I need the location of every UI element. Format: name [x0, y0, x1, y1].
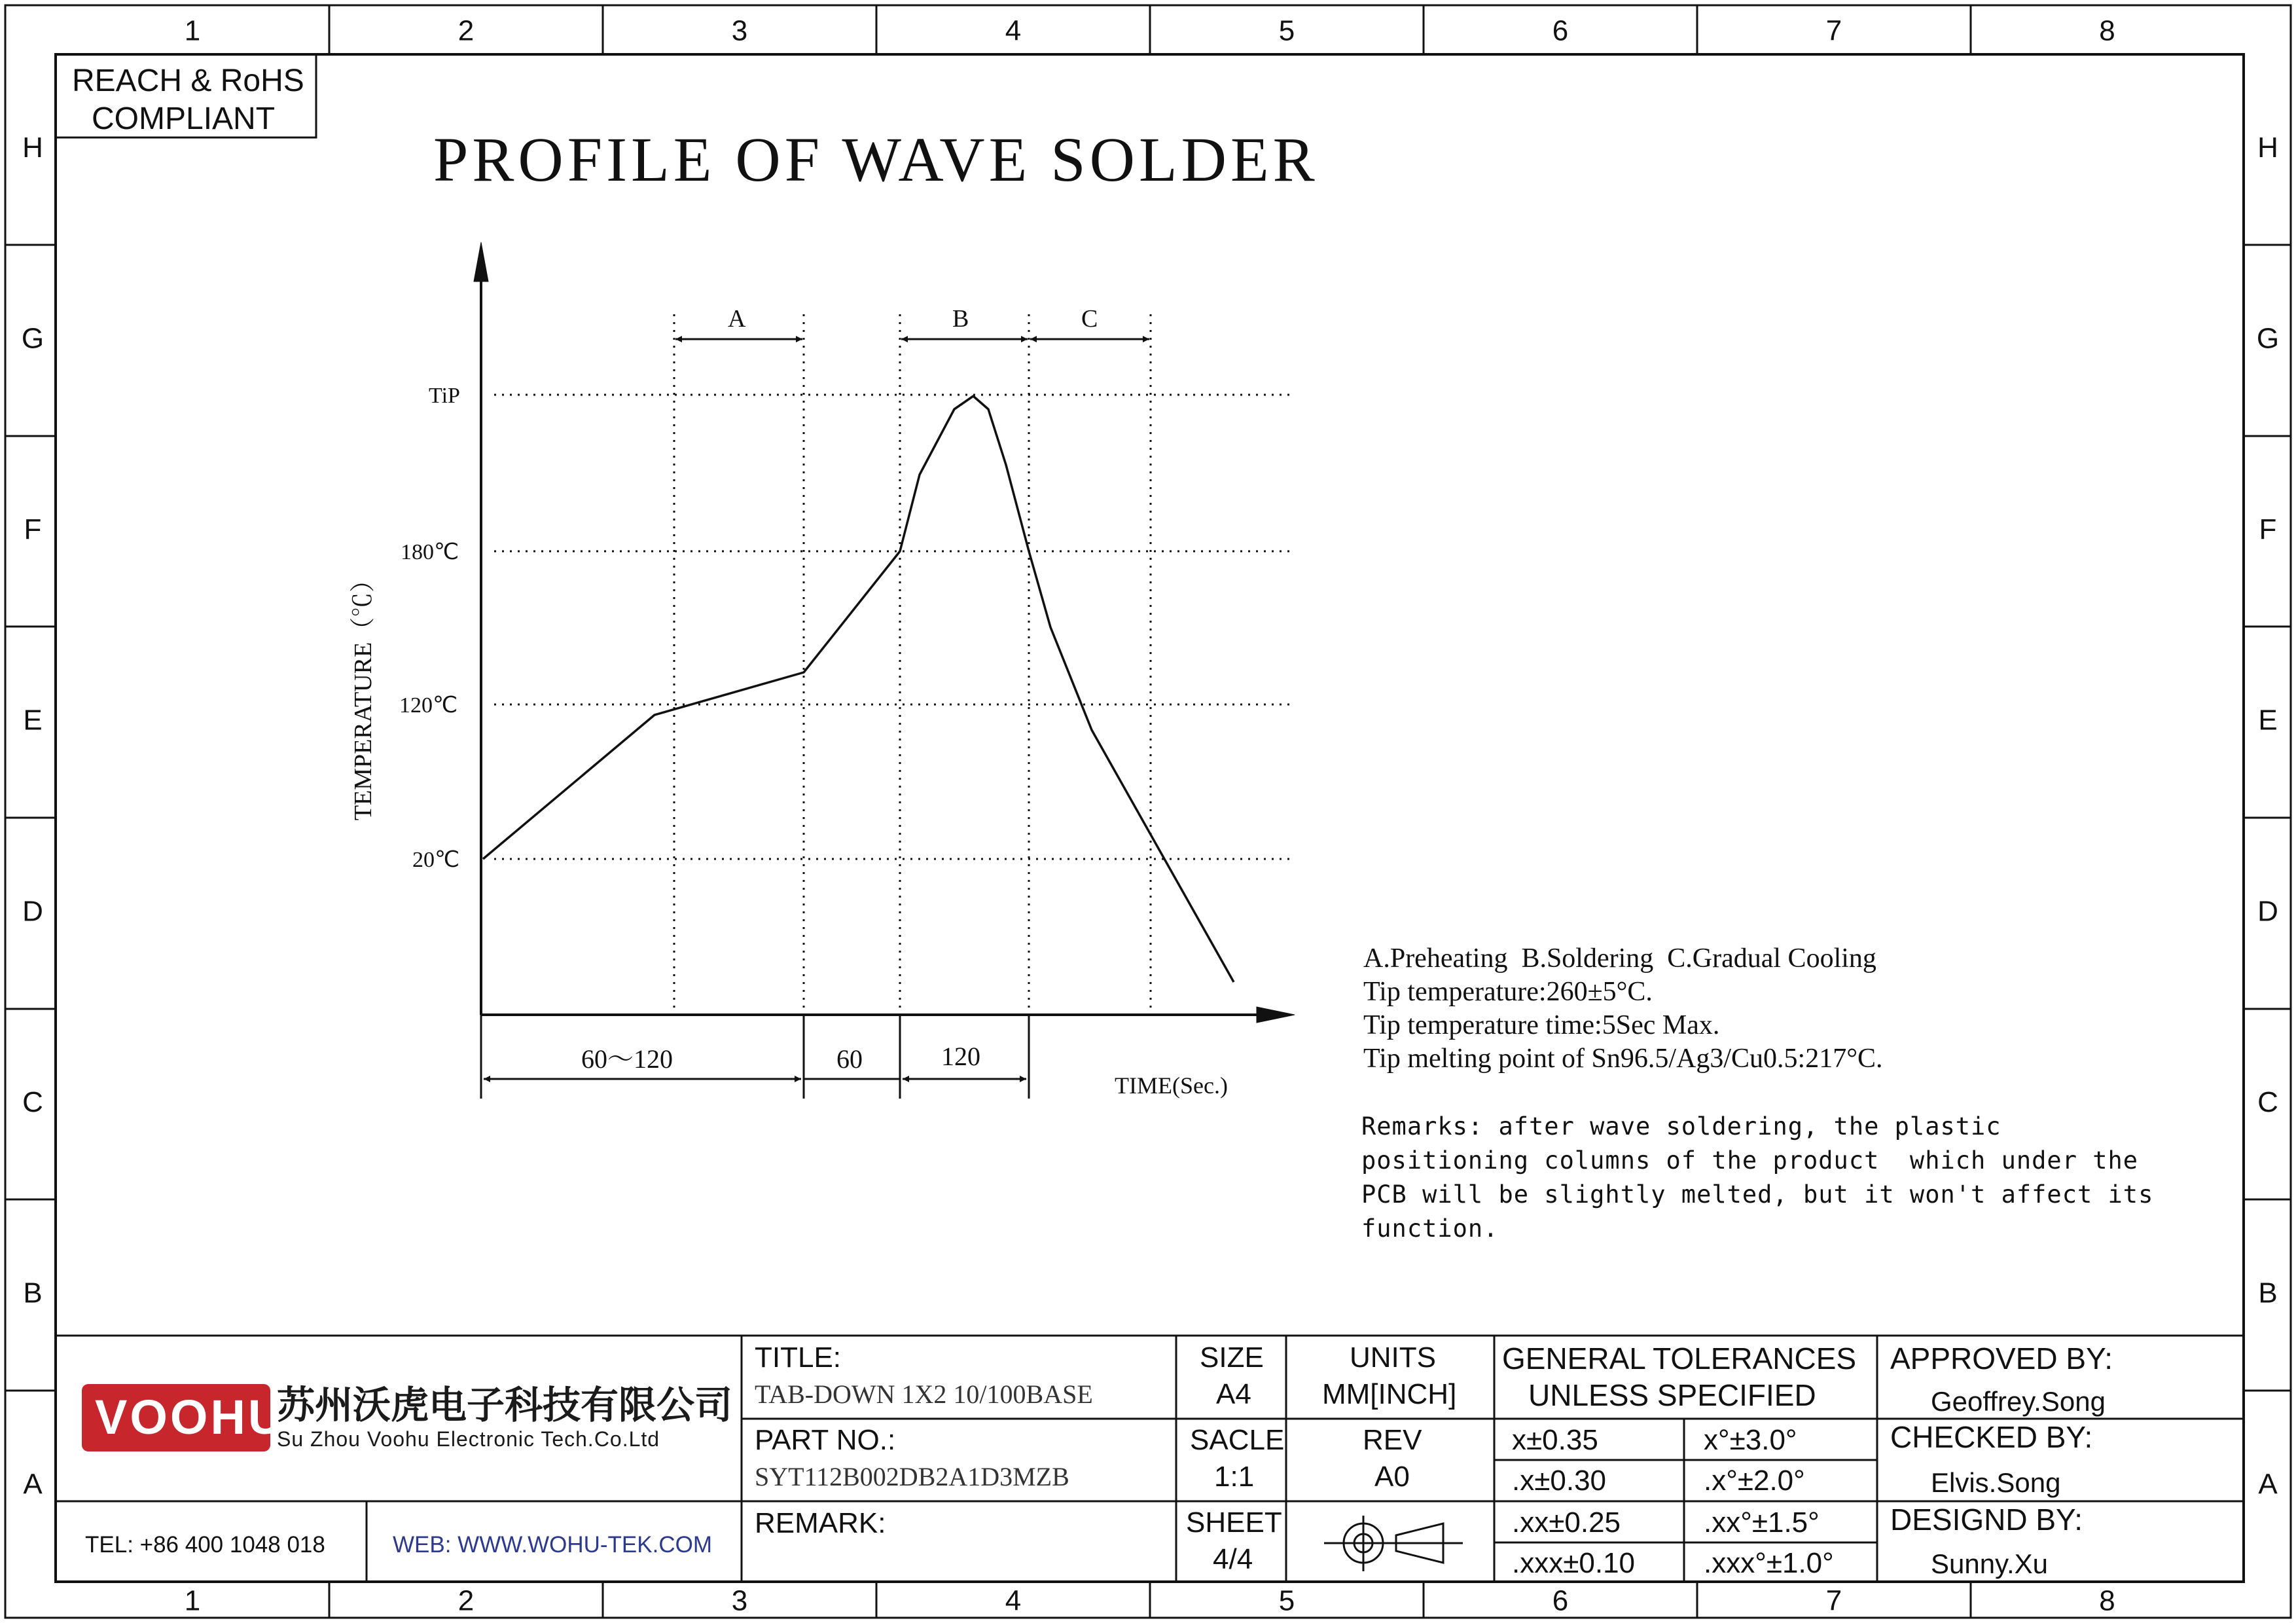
size-value: A4 [1216, 1378, 1251, 1410]
grid-row-right-F: F [2259, 513, 2277, 546]
part-no-label: PART NO.: [755, 1424, 896, 1456]
tolerance-angle-1: .x°±2.0° [1704, 1465, 1805, 1497]
company-logo-text: VOOHU [95, 1390, 286, 1444]
grid-row-left-D: D [22, 895, 43, 928]
designed-label: DESIGND BY: [1890, 1503, 2083, 1537]
grid-col-bottom-3: 3 [731, 1584, 748, 1617]
note-line-2: Tip temperature:260±5°C. [1363, 977, 1653, 1007]
tolerance-title-2: UNLESS SPECIFIED [1528, 1378, 1816, 1412]
sheet-label: SHEET [1186, 1506, 1282, 1539]
checked-value: Elvis.Song [1931, 1467, 2061, 1498]
grid-col-bottom-1: 1 [184, 1584, 201, 1617]
grid-col-bottom-4: 4 [1005, 1584, 1022, 1617]
compliance-line-2: COMPLIANT [92, 101, 276, 136]
tolerance-linear-0: x±0.35 [1512, 1424, 1598, 1456]
tolerance-linear-1: .x±0.30 [1512, 1465, 1607, 1497]
drawing-title: PROFILE OF WAVE SOLDER [433, 124, 1319, 194]
grid-row-left-C: C [22, 1086, 43, 1119]
rev-label: REV [1363, 1424, 1422, 1456]
tolerance-angle-2: .xx°±1.5° [1704, 1506, 1820, 1539]
grid-col-top-5: 5 [1278, 14, 1295, 47]
grid-col-top-3: 3 [731, 14, 748, 47]
tolerance-linear-2: .xx±0.25 [1512, 1506, 1621, 1539]
grid-row-left-G: G [21, 322, 45, 355]
grid-row-left-H: H [22, 132, 43, 164]
tolerance-linear-3: .xxx±0.10 [1512, 1547, 1636, 1579]
grid-col-bottom-2: 2 [457, 1584, 475, 1617]
duration-60-120: 60～120 [581, 1044, 673, 1074]
tick-180: 180℃ [401, 540, 459, 564]
phase-label-a: A [728, 305, 746, 333]
x-axis-arrow [1257, 1007, 1295, 1023]
size-label: SIZE [1200, 1341, 1264, 1374]
approved-label: APPROVED BY: [1890, 1341, 2113, 1376]
grid-col-bottom-8: 8 [2099, 1584, 2115, 1617]
projection-symbol-icon [1324, 1516, 1463, 1571]
y-axis-label: TEMPERATURE（℃） [350, 567, 377, 821]
tolerance-angle-3: .xxx°±1.0° [1704, 1547, 1834, 1579]
sheet-border [5, 5, 2291, 1618]
phase-label-c: C [1081, 305, 1098, 333]
remark-line-1: Remarks: after wave soldering, the plastic [1361, 1112, 2001, 1140]
grid-row-right-E: E [2258, 704, 2278, 737]
note-line-3: Tip temperature time:5Sec Max. [1363, 1010, 1720, 1040]
grid-row-right-B: B [2258, 1277, 2278, 1309]
remark-line-3: PCB will be slightly melted, but it won't affect its [1361, 1180, 2154, 1209]
compliance-line-1: REACH & RoHS [72, 64, 304, 98]
grid-row-left-A: A [23, 1468, 43, 1501]
profile-curve [483, 396, 1234, 982]
tolerance-angle-0: x°±3.0° [1704, 1424, 1797, 1456]
grid-col-bottom-5: 5 [1278, 1584, 1295, 1617]
y-axis-arrow [474, 242, 488, 282]
company-web[interactable]: WEB: WWW.WOHU-TEK.COM [393, 1532, 712, 1558]
scale-value: 1:1 [1214, 1461, 1255, 1493]
note-line-4: Tip melting point of Sn96.5/Ag3/Cu0.5:217°C. [1363, 1044, 1883, 1074]
grid-col-top-2: 2 [457, 14, 475, 47]
tick-20: 20℃ [412, 848, 460, 872]
checked-label: CHECKED BY: [1890, 1420, 2093, 1454]
company-name-cn: 苏州沃虎电子科技有限公司 [277, 1384, 733, 1427]
temperature-guides [494, 395, 1293, 859]
grid-row-left-E: E [23, 704, 43, 737]
grid-col-top-6: 6 [1552, 14, 1569, 47]
grid-col-bottom-7: 7 [1825, 1584, 1842, 1617]
note-line-1: A.Preheating B.Soldering C.Gradual Cooling [1363, 943, 1876, 974]
grid-row-left-B: B [23, 1277, 43, 1309]
grid-col-bottom-6: 6 [1552, 1584, 1569, 1617]
title-label: TITLE: [755, 1341, 842, 1374]
solder-profile-chart [474, 242, 1295, 1099]
remark-line-4: function. [1361, 1214, 1499, 1243]
company-tel: TEL: +86 400 1048 018 [85, 1532, 325, 1558]
scale-label: SACLE [1190, 1424, 1285, 1456]
remark-line-2: positioning columns of the product which under the [1361, 1146, 2139, 1175]
part-no-value: SYT112B002DB2A1D3MZB [755, 1462, 1069, 1491]
grid-row-right-H: H [2257, 132, 2278, 164]
grid-col-top-4: 4 [1005, 14, 1022, 47]
grid-row-right-C: C [2257, 1086, 2278, 1119]
units-label: UNITS [1350, 1341, 1436, 1374]
approved-value: Geoffrey.Song [1931, 1386, 2106, 1417]
sheet-value: 4/4 [1213, 1543, 1253, 1575]
rev-value: A0 [1374, 1461, 1410, 1493]
grid-col-top-8: 8 [2099, 14, 2115, 47]
title-value: TAB-DOWN 1X2 10/100BASE [755, 1379, 1093, 1409]
x-axis-label: TIME(Sec.) [1115, 1072, 1228, 1099]
tick-120: 120℃ [399, 693, 458, 718]
grid-row-right-D: D [2257, 895, 2278, 928]
grid-row-right-A: A [2258, 1468, 2278, 1501]
tick-tip: TiP [429, 384, 460, 408]
designed-value: Sunny.Xu [1931, 1548, 2049, 1579]
company-name-en: Su Zhou Voohu Electronic Tech.Co.Ltd [277, 1427, 660, 1451]
grid-col-top-7: 7 [1825, 14, 1842, 47]
phase-label-b: B [952, 305, 969, 333]
units-value: MM[INCH] [1322, 1378, 1457, 1410]
grid-row-right-G: G [2256, 322, 2280, 355]
duration-60: 60 [836, 1044, 863, 1074]
grid-row-left-F: F [24, 513, 42, 546]
phase-guides [674, 314, 1151, 1012]
grid-col-top-1: 1 [184, 14, 201, 47]
duration-120: 120 [941, 1042, 980, 1071]
tolerance-title-1: GENERAL TOLERANCES [1502, 1341, 1857, 1376]
remark-label: REMARK: [755, 1507, 886, 1539]
